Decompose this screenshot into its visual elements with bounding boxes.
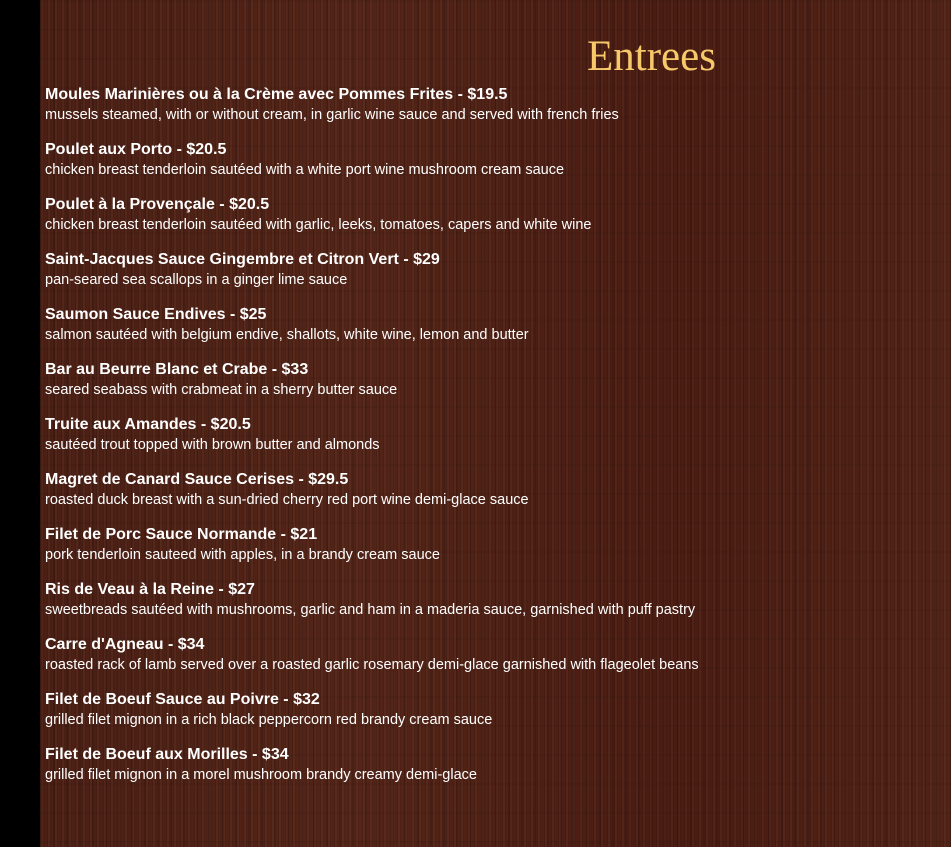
menu-item-description: roasted rack of lamb served over a roasted garlic rosemary demi-glace garnished with flageolet beans (45, 657, 699, 673)
menu-item (45, 690, 935, 745)
menu-item-description: grilled filet mignon in a morel mushroom brandy creamy demi-glace (45, 767, 477, 783)
menu-item-name: Filet de Porc Sauce Normande - $21 (45, 526, 318, 543)
menu-item (45, 360, 935, 415)
left-black-strip (0, 0, 40, 847)
menu-item-description: grilled filet mignon in a rich black peppercorn red brandy cream sauce (45, 712, 493, 728)
menu-item-name: Magret de Canard Sauce Cerises - $29.5 (45, 471, 349, 488)
entrees-list (45, 85, 935, 800)
menu-item (45, 635, 935, 690)
menu-item-description: chicken breast tenderloin sautéed with garlic, leeks, tomatoes, capers and white wine (45, 217, 592, 233)
menu-item-description: mussels steamed, with or without cream, in garlic wine sauce and served with french fries (45, 107, 619, 123)
menu-item-description: pork tenderloin sauteed with apples, in a brandy cream sauce (45, 547, 440, 563)
menu-item (45, 470, 935, 525)
menu-item-description: salmon sautéed with belgium endive, shallots, white wine, lemon and butter (45, 327, 529, 343)
menu-item-description: sautéed trout topped with brown butter and almonds (45, 437, 380, 453)
menu-item-name: Filet de Boeuf Sauce au Poivre - $32 (45, 691, 320, 708)
menu-item-name: Carre d'Agneau - $34 (45, 636, 205, 653)
menu-item (45, 745, 935, 800)
menu-item (45, 305, 935, 360)
menu-item-description: pan-seared sea scallops in a ginger lime sauce (45, 272, 348, 288)
menu-item-name: Filet de Boeuf aux Morilles - $34 (45, 746, 289, 763)
menu-item-name: Truite aux Amandes - $20.5 (45, 416, 251, 433)
menu-item (45, 525, 935, 580)
menu-item-description: seared seabass with crabmeat in a sherry butter sauce (45, 382, 398, 398)
menu-item-description: sweetbreads sautéed with mushrooms, garlic and ham in a maderia sauce, garnished with puff pastry (45, 602, 696, 618)
menu-item-name: Poulet aux Porto - $20.5 (45, 141, 227, 158)
menu-item-description: roasted duck breast with a sun-dried cherry red port wine demi-glace sauce (45, 492, 529, 508)
page-title: Entrees (587, 33, 716, 80)
menu-item (45, 250, 935, 305)
menu-item (45, 580, 935, 635)
menu-item-name: Poulet à la Provençale - $20.5 (45, 196, 270, 213)
menu-item (45, 140, 935, 195)
menu-item (45, 195, 935, 250)
menu-item (45, 415, 935, 470)
menu-item-name: Bar au Beurre Blanc et Crabe - $33 (45, 361, 309, 378)
menu-item-name: Ris de Veau à la Reine - $27 (45, 581, 255, 598)
menu-item-description: chicken breast tenderloin sautéed with a white port wine mushroom cream sauce (45, 162, 565, 178)
menu-item-name: Saumon Sauce Endives - $25 (45, 306, 267, 323)
menu-item (45, 85, 935, 140)
menu-item-name: Saint-Jacques Sauce Gingembre et Citron Vert - $29 (45, 251, 440, 268)
menu-item-name: Moules Marinières ou à la Crème avec Pommes Frites - $19.5 (45, 86, 508, 103)
